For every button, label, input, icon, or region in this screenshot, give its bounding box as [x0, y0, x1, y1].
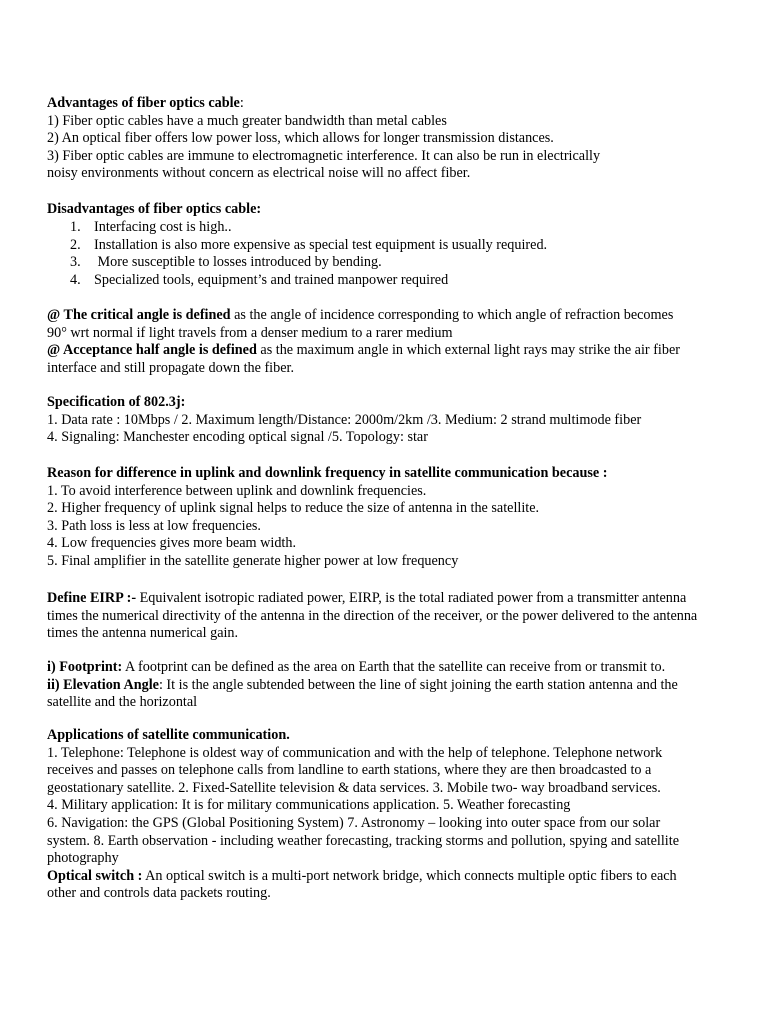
eirp-line: times the antenna numerical gain. — [47, 625, 239, 642]
optical-switch-line — [47, 868, 717, 886]
reason-section — [47, 465, 717, 571]
footprint-section — [47, 659, 717, 712]
spec-heading: Specification of 802.3j: — [47, 394, 186, 410]
footprint-term: i) Footprint: — [47, 659, 123, 675]
advantages-line: 1) Fiber optic cables have a much greater bandwidth than metal cables — [47, 112, 447, 129]
eirp-line — [47, 590, 717, 608]
reason-line: 5. Final amplifier in the satellite generate higher power at low frequency — [47, 552, 459, 569]
list-item — [70, 272, 690, 290]
elevation-line — [47, 677, 717, 695]
elevation-term: ii) Elevation Angle — [47, 676, 159, 693]
spec-section — [47, 394, 717, 447]
applications-line: system. 8. Earth observation - including weather forecasting, tracking storms and pollution, spying and satellite — [47, 832, 679, 849]
elevation-line2: satellite and the horizontal — [47, 694, 198, 711]
advantages-heading-line — [47, 95, 717, 113]
advantages-line: noisy environments without concern as electrical noise will no affect fiber. — [47, 165, 471, 182]
optical-switch-line2: other and controls data packets routing. — [47, 885, 271, 902]
optical-switch-term: Optical switch : — [47, 867, 143, 884]
list-item — [70, 219, 690, 237]
critical-angle-term: @ The critical angle is defined — [47, 307, 231, 323]
elevation-definition: : It is the angle subtended between the line of sight joining the earth station antenna and the — [158, 676, 678, 693]
list-item — [70, 254, 690, 272]
optical-switch-definition: An optical switch is a multi-port network bridge, which connects multiple optic fibers to each — [142, 867, 677, 884]
reason-line: 2. Higher frequency of uplink signal helps to reduce the size of antenna in the satellite. — [47, 500, 540, 517]
applications-heading: Applications of satellite communication. — [47, 727, 290, 743]
advantages-heading: Advantages of fiber optics cable — [47, 95, 240, 111]
list-number: 3. — [70, 254, 81, 271]
critical-angle-line2: 90° wrt normal if light travels from a denser medium to a rarer medium — [47, 324, 453, 341]
footprint-line — [47, 659, 717, 677]
list-text: Interfacing cost is high.. — [94, 219, 232, 235]
advantages-section — [47, 95, 717, 183]
acceptance-angle-line2: interface and still propagate down the fiber. — [47, 359, 295, 376]
footprint-definition: A footprint can be defined as the area on Earth that the satellite can receive from or transmit to. — [122, 659, 666, 675]
acceptance-angle-definition: as the maximum angle in which external light rays may strike the air fiber — [256, 342, 680, 359]
advantages-line: 3) Fiber optic cables are immune to electromagnetic interference. It can also be run in electrically — [47, 147, 601, 164]
reason-line: 1. To avoid interference between uplink and downlink frequencies. — [47, 482, 427, 499]
applications-line: receives and passes on telephone calls from landline to earth stations, where they are then broadcasted to a — [47, 762, 652, 779]
applications-line: photography — [47, 850, 119, 867]
acceptance-angle-line — [47, 342, 717, 360]
disadvantages-heading: Disadvantages of fiber optics cable: — [47, 201, 262, 217]
eirp-section — [47, 590, 717, 643]
critical-angle-line — [47, 307, 717, 325]
reason-heading: Reason for difference in uplink and downlink frequency in satellite communication because : — [47, 465, 608, 481]
applications-line: 4. Military application: It is for military communications application. 5. Weather forecasting — [47, 797, 571, 814]
list-text: More susceptible to losses introduced by bending. — [94, 254, 382, 271]
applications-line: 6. Navigation: the GPS (Global Positioning System) 7. Astronomy – looking into outer space from our solar — [47, 814, 661, 831]
heading-colon: : — [239, 95, 244, 111]
spec-line: 4. Signaling: Manchester encoding optical signal /5. Topology: star — [47, 429, 428, 446]
advantages-line: 2) An optical fiber offers low power loss, which allows for longer transmission distances. — [47, 130, 554, 147]
disadvantages-section — [47, 201, 717, 219]
applications-line: 1. Telephone: Telephone is oldest way of communication and with the help of telephone. Telephone network — [47, 744, 663, 761]
eirp-line: times the numerical directivity of the antenna in the direction of the receiver, or the power delivered to the antenna — [47, 607, 698, 624]
critical-angle-definition: as the angle of incidence corresponding to which angle of refraction becomes — [230, 307, 674, 323]
reason-line: 3. Path loss is less at low frequencies. — [47, 517, 261, 534]
applications-line: geostationary satellite. 2. Fixed-Satellite television & data services. 3. Mobile two- way broadband services. — [47, 779, 661, 796]
angles-section — [47, 307, 717, 377]
eirp-definition: Equivalent isotropic radiated power, EIRP, is the total radiated power from a transmitter antenna — [136, 590, 687, 606]
list-text: Specialized tools, equipment’s and trained manpower required — [94, 271, 449, 288]
applications-section — [47, 727, 717, 903]
acceptance-angle-term: @ Acceptance half angle is defined — [47, 342, 257, 359]
list-number: 2. — [70, 236, 81, 253]
spec-line: 1. Data rate : 10Mbps / 2. Maximum length/Distance: 2000m/2km /3. Medium: 2 strand multimode fiber — [47, 411, 642, 428]
list-item — [70, 237, 690, 255]
reason-line: 4. Low frequencies gives more beam width. — [47, 535, 296, 552]
list-number: 4. — [70, 271, 81, 288]
list-text: Installation is also more expensive as special test equipment is usually required. — [94, 236, 548, 253]
eirp-term: Define EIRP :- — [47, 590, 137, 606]
list-number: 1. — [70, 219, 81, 235]
disadvantages-list — [70, 219, 690, 289]
